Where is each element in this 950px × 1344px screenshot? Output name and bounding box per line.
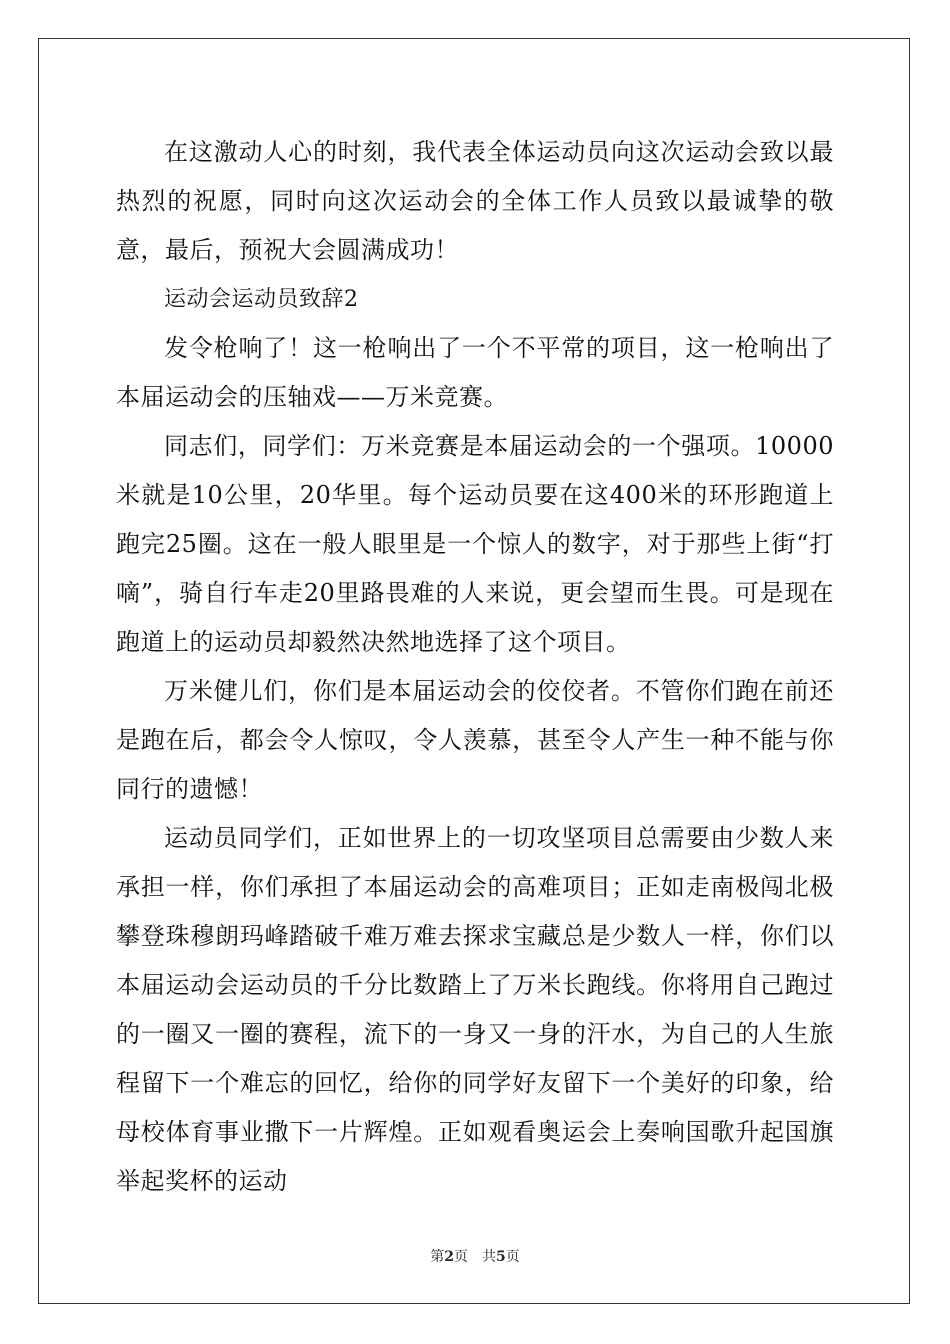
paragraph-athletes-challenge: 运动员同学们，正如世界上的一切攻坚项目总需要由少数人来承担一样，你们承担了本届运动会的高难项目；正如走南极闯北极攀登珠穆朗玛峰踏破千难万难去探求宝藏总是少数人一样，你们以本届运动会运动员的千分比数踏上了万米长跑线。你将用自己跑过的一圈又一圈的赛程，流下的一身又一身的汗水，为自己的人生旅程留下一个难忘的回忆，给你的同学好友留下一个美好的印象，给母校体育事业撒下一片辉煌。正如观看奥运会上奏响国歌升起国旗举起奖杯的运动 [116, 824, 834, 1195]
page-footer [0, 1248, 950, 1266]
section-heading: 运动会运动员致辞2 [164, 287, 359, 312]
page-current: 2 [444, 1249, 454, 1265]
paragraph-starting-gun: 发令枪响了！这一枪响出了一个不平常的项目，这一枪响出了本届运动会的压轴戏——万米竞赛。 [116, 334, 834, 411]
paragraph-athletes-praise: 万米健儿们，你们是本届运动会的佼佼者。不管你们跑在前还是跑在后，都会令人惊叹，令人羡慕，甚至令人产生一种不能与你同行的遗憾！ [116, 677, 834, 803]
total-prefix: 共 [482, 1249, 496, 1265]
page-total: 5 [496, 1249, 506, 1265]
page-prefix: 第 [430, 1249, 445, 1265]
document-body [116, 128, 834, 1206]
paragraph-closing-wishes: 在这激动人心的时刻，我代表全体运动员向这次运动会致以最热烈的祝愿，同时向这次运动会的全体工作人员致以最诚挚的敬意，最后，预祝大会圆满成功！ [116, 138, 834, 264]
total-unit: 页 [505, 1249, 520, 1265]
paragraph-comrades: 同志们，同学们：万米竞赛是本届运动会的一个强项。10000米就是10公里，20华里。每个运动员要在这400米的环形跑道上跑完25圈。这在一般人眼里是一个惊人的数字，对于那些上街“打嘀”，骑自行车走20里路畏难的人来说，更会望而生畏。可是现在跑道上的运动员却毅然决然地选择了这个项目。 [116, 432, 834, 656]
page-unit: 页 [454, 1249, 468, 1265]
